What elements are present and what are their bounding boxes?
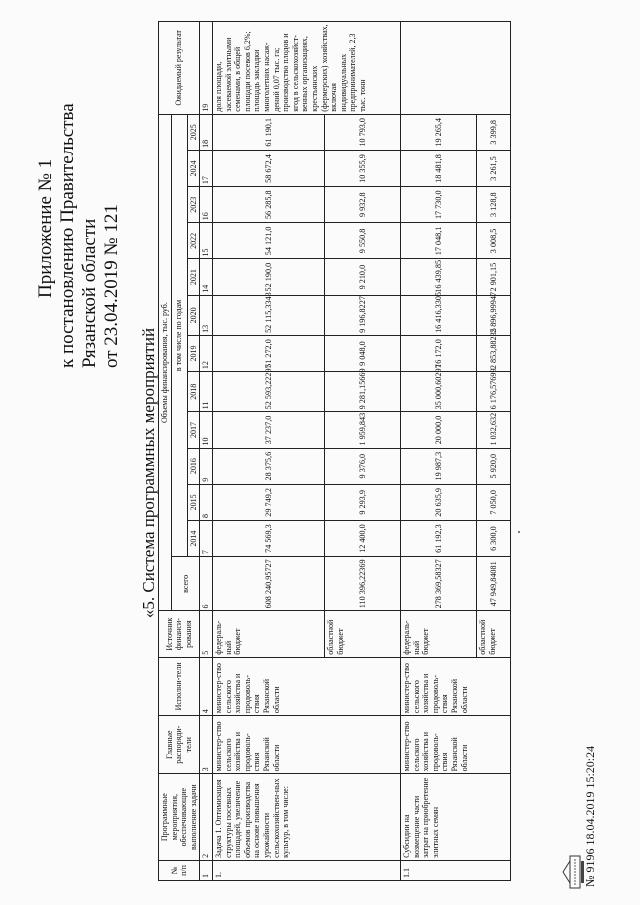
row-num: 1. (212, 860, 400, 880)
cell-value: 52 593,22297 (212, 372, 324, 412)
cell-value: 1 032,632 (476, 412, 510, 448)
appendix-line-3: Рязанской области (79, 218, 100, 368)
col-index: 8 (200, 484, 213, 520)
table-row (400, 22, 476, 881)
appendix-line-2: к постановлению Правительства (57, 103, 78, 368)
col-index: 5 (200, 611, 213, 657)
cell-value: 61 190,1 (212, 114, 324, 150)
column-index-row (200, 22, 213, 881)
cell-value: 9 550,8 (324, 223, 400, 259)
cell-value: 56 285,8 (212, 187, 324, 223)
cell-value: 35 000,60297 (400, 372, 476, 412)
cell-value: 2 896,99947 (476, 295, 510, 335)
cell-value: 16 439,85 (400, 259, 476, 295)
col-index: 1 (200, 860, 213, 880)
appendix-header (35, 48, 123, 368)
cell-value: 52 190,0 (212, 259, 324, 295)
row-executor: министер-ство сельского хозяйства и продоволь-ствия Рязанской области (212, 657, 400, 715)
cell-value: 10 355,9 (324, 150, 400, 186)
header-managers: Главные распоряди-тели (159, 716, 200, 774)
cell-value: 12 400,0 (324, 520, 400, 556)
row-result (400, 22, 510, 115)
col-index: 11 (200, 372, 213, 412)
cell-value: 5 920,0 (476, 448, 510, 484)
cell-value: 74 569,3 (212, 520, 324, 556)
cell-value: 1 959,843 (324, 412, 400, 448)
cell-value: 17 730,0 (400, 187, 476, 223)
cell-value: 52 115,3343 (212, 295, 324, 335)
appendix-line-1: Приложение № 1 (35, 158, 56, 298)
cell-value: 7 050,0 (476, 484, 510, 520)
cell-value: 17 048,1 (400, 223, 476, 259)
col-index: 14 (200, 259, 213, 295)
cell-value: 9 376,0 (324, 448, 400, 484)
cell-value: 9 048,0 (324, 335, 400, 371)
cell-value: 10 793,0 (324, 114, 400, 150)
cell-value: 9 932,8 (324, 187, 400, 223)
row-total: 110 396,22369 (324, 557, 400, 611)
col-index: 9 (200, 448, 213, 484)
cell-value: 20 635,9 (400, 484, 476, 520)
header-funding: Объемы финансирования, тыс. руб. (159, 114, 172, 611)
cell-value: 51 272,0 (212, 335, 324, 371)
cell-value: 28 375,6 (212, 448, 324, 484)
cell-value: 2 853,88235 (476, 335, 510, 371)
year-2019: 2019 (187, 335, 200, 371)
col-index: 17 (200, 150, 213, 186)
row-manager: министер-ство сельского хозяйства и продоволь-ствия Рязанской области (212, 716, 400, 774)
row-result: доля площади, засеваемой элитными семенами, в общей площади посевов 6,2%; площадь закладки многолетних насаж-дений 0,07 тыс. га; производство плодов и ягод в сельскохозяйст-венных организациях, крестьянских (фермерских) хозяйствах, включая индивидуальных предпринимателей, 2,3 тыс. тонн (212, 22, 400, 115)
cell-value: 16 416,3305 (400, 295, 476, 335)
year-2014: 2014 (187, 520, 200, 556)
cell-value: 2 901,15 (476, 259, 510, 295)
col-index: 6 (200, 557, 213, 611)
header-source: Источник финанси-рования (159, 611, 200, 657)
row-total: 47 949,84081 (476, 557, 510, 611)
cell-value: 54 121,0 (212, 223, 324, 259)
row-source: областной бюджет (324, 611, 400, 657)
row-total: 608 240,95727 (212, 557, 324, 611)
cell-value: 18 481,8 (400, 150, 476, 186)
year-2025: 2025 (187, 114, 200, 150)
col-index: 4 (200, 657, 213, 715)
cell-value: 6 300,0 (476, 520, 510, 556)
row-source: федераль-ный бюджет (400, 611, 476, 657)
rotated-document (13, 8, 613, 893)
cell-value: 29 749,2 (212, 484, 324, 520)
col-index: 19 (200, 22, 213, 115)
cell-value: 58 672,4 (212, 150, 324, 186)
header-program: Программные мероприятия, обеспечивающие выполнение задачи (159, 774, 200, 861)
cell-value: 19 987,3 (400, 448, 476, 484)
year-2017: 2017 (187, 412, 200, 448)
year-2021: 2021 (187, 259, 200, 295)
cell-value: 3 261,5 (476, 150, 510, 186)
cell-value: 9 196,8227 (324, 295, 400, 335)
cell-value: 3 008,5 (476, 223, 510, 259)
cell-value: 6 176,57699 (476, 372, 510, 412)
appendix-line-4: от 23.04.2019 № 121 (101, 204, 122, 368)
row-num: 1.1 (400, 860, 510, 880)
row-executor: министер-ство сельского хозяйства и продоволь-ствия Рязанской области (400, 657, 510, 715)
col-index: 18 (200, 114, 213, 150)
year-2020: 2020 (187, 295, 200, 335)
row-program: Субсидии на возмещение части затрат на приобретение элитных семян (400, 774, 510, 861)
col-index: 10 (200, 412, 213, 448)
header-executors: Исполни-тели (159, 657, 200, 715)
row-source: областной бюджет (476, 611, 510, 657)
cell-value: 3 128,8 (476, 187, 510, 223)
header-total: всего (171, 557, 200, 611)
document-registration-footer: № 9196 18.04.2019 15:20:24 (583, 745, 597, 887)
year-2015: 2015 (187, 484, 200, 520)
row-source: федераль-ный бюджет (212, 611, 324, 657)
year-2016: 2016 (187, 448, 200, 484)
registration-stamp-icon (561, 855, 585, 889)
cell-value: 9 293,9 (324, 484, 400, 520)
cell-value: 20 000,0 (400, 412, 476, 448)
scan-speck (518, 531, 520, 533)
program-activities-table (158, 21, 511, 881)
col-index: 2 (200, 774, 213, 861)
cell-value: 37 237,0 (212, 412, 324, 448)
document-title: «5. Система программных мероприятий (139, 327, 158, 619)
row-manager: министер-ство сельского хозяйства и продоволь-ствия Рязанской области (400, 716, 510, 774)
year-2018: 2018 (187, 372, 200, 412)
col-index: 13 (200, 295, 213, 335)
header-by-year: в том числе по годам (171, 114, 187, 556)
col-index: 15 (200, 223, 213, 259)
col-index: 3 (200, 716, 213, 774)
cell-value: 19 265,4 (400, 114, 476, 150)
cell-value: 61 192,3 (400, 520, 476, 556)
cell-value: 9 210,0 (324, 259, 400, 295)
table-row (212, 22, 324, 881)
cell-value: 3 399,8 (476, 114, 510, 150)
year-2024: 2024 (187, 150, 200, 186)
row-total: 278 369,58327 (400, 557, 476, 611)
header-num: № п/п (159, 860, 200, 880)
col-index: 12 (200, 335, 213, 371)
col-index: 16 (200, 187, 213, 223)
header-result: Ожидаемый результат (159, 22, 200, 115)
year-2023: 2023 (187, 187, 200, 223)
cell-value: 16 172,0 (400, 335, 476, 371)
row-program: Задача 1. Оптимизация структуры посевных площадей, увеличение объемов производства на основе повышения урожайности сельскохозяйствен-ных культур, в том числе: (212, 774, 400, 861)
cell-value: 9 281,15669 (324, 372, 400, 412)
col-index: 7 (200, 520, 213, 556)
year-2022: 2022 (187, 223, 200, 259)
